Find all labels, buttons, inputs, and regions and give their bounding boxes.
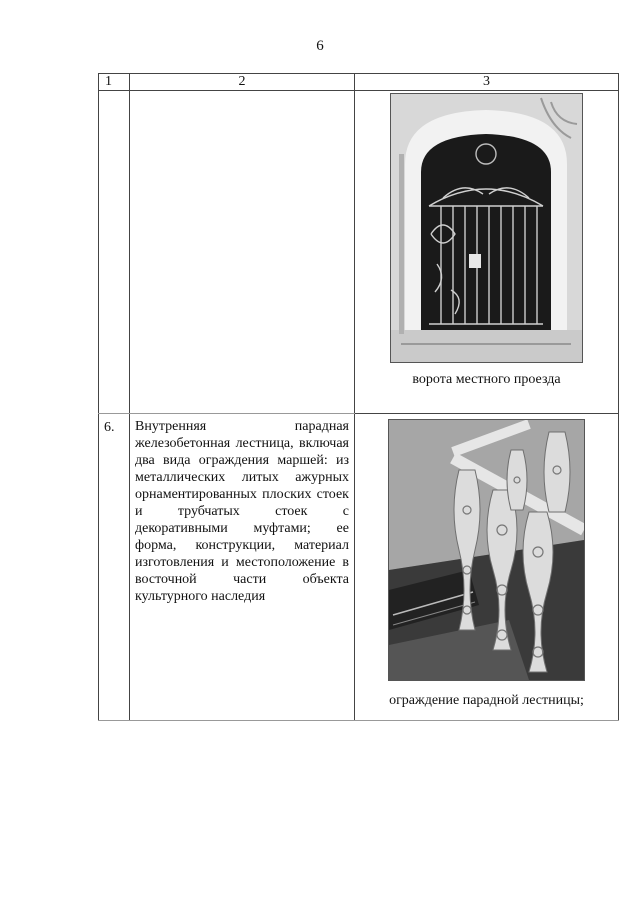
description-cell — [130, 91, 355, 414]
photo-caption: ограждение парадной лестницы; — [389, 693, 584, 708]
row-number-cell — [99, 91, 130, 414]
table-header-row — [99, 74, 619, 91]
gate-photo — [390, 93, 583, 363]
photo-cell — [355, 91, 619, 414]
photo-cell — [355, 414, 619, 721]
table-row — [99, 91, 619, 414]
column-header-2: 2 — [130, 74, 355, 91]
photo-caption: ворота местного проезда — [412, 372, 561, 387]
heritage-table — [98, 73, 619, 721]
row-number — [99, 91, 129, 97]
row-description — [130, 91, 354, 95]
column-header-3: 3 — [355, 74, 619, 91]
table-row — [99, 414, 619, 721]
row-description: Внутренняя парадная железобетонная лестница, включая два вида ограждения маршей: из металлических литых ажурных орнаментированных плоских стоек и трубчатых стоек с декоративными муфтами; ее форма, конструкции, материал изготовления и местоположение в восточной части объекта культурного наследия — [135, 419, 349, 604]
column-header-1: 1 — [99, 74, 130, 91]
description-cell — [130, 414, 355, 721]
page-number: 6 — [316, 38, 324, 54]
row-number: 6. — [104, 420, 115, 435]
row-number-cell — [99, 414, 130, 721]
staircase-railing-photo — [388, 419, 585, 681]
